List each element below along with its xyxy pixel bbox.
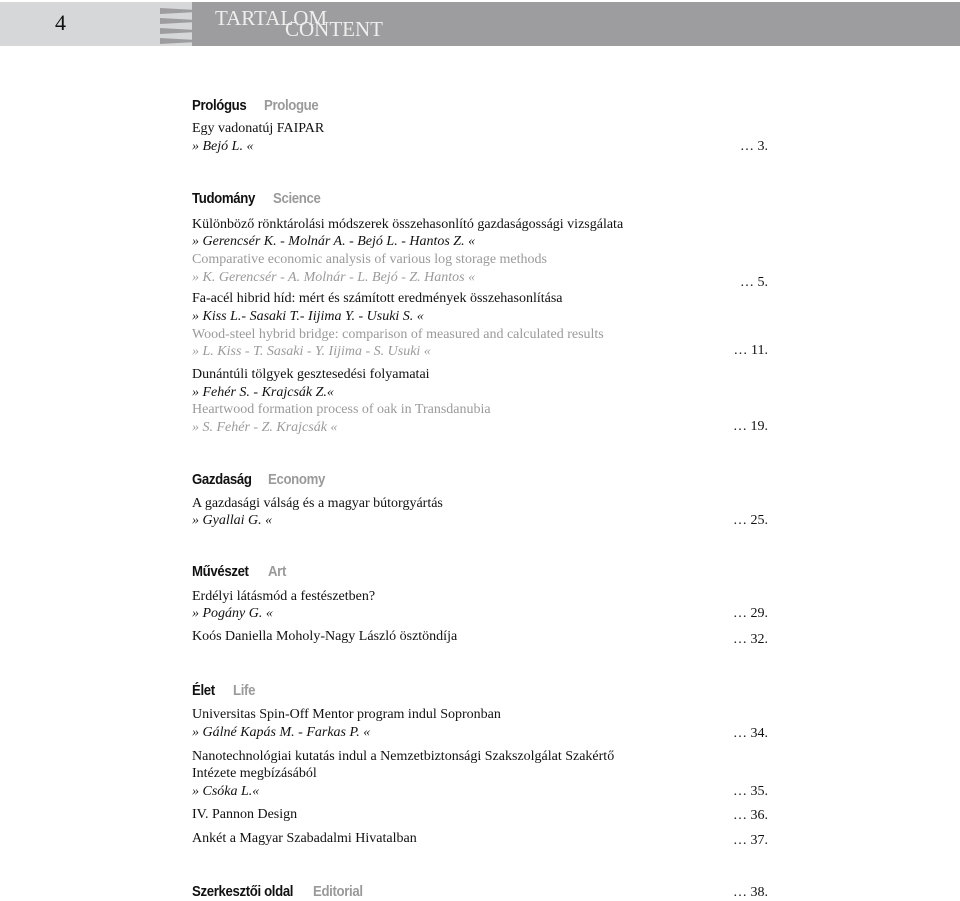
toc-page[interactable]: … 36. bbox=[733, 808, 768, 823]
section-heading-en: Economy bbox=[268, 471, 325, 488]
toc-page[interactable]: … 38. bbox=[733, 885, 768, 900]
toc-page[interactable]: … 32. bbox=[733, 632, 768, 647]
section-heading-en: Life bbox=[233, 682, 256, 699]
title-en: CONTENT bbox=[285, 17, 383, 41]
toc-authors: » Gerencsér K. - Molnár A. - Bejó L. - Hantos Z. « bbox=[192, 234, 476, 249]
toc-page[interactable]: … 29. bbox=[733, 606, 768, 621]
toc-title[interactable]: Dunántúli tölgyek gesztesedési folyamatai bbox=[192, 367, 430, 382]
toc-page[interactable]: … 3. bbox=[740, 139, 768, 154]
toc-authors: » Fehér S. - Krajcsák Z.« bbox=[192, 385, 334, 400]
toc-title[interactable]: Ankét a Magyar Szabadalmi Hivatalban bbox=[192, 831, 417, 846]
section-heading: Tudomány bbox=[192, 190, 255, 207]
section-heading-en: Art bbox=[268, 563, 287, 580]
toc-authors: » Pogány G. « bbox=[192, 606, 273, 621]
section-heading-en: Science bbox=[273, 190, 321, 207]
section-heading-en: Prologue bbox=[264, 97, 319, 114]
toc-title[interactable]: Koós Daniella Moholy-Nagy László ösztöndíja bbox=[192, 629, 458, 644]
toc-title[interactable]: Egy vadonatúj FAIPAR bbox=[192, 121, 325, 136]
section-heading: Szerkesztői oldal bbox=[192, 883, 294, 900]
toc-authors: » Gyallai G. « bbox=[192, 513, 273, 528]
toc-title-en[interactable]: Comparative economic analysis of various log storage methods bbox=[192, 252, 547, 267]
toc-page[interactable]: … 37. bbox=[733, 833, 768, 848]
toc-title[interactable]: Különböző rönktárolási módszerek összehasonlító gazdaságossági vizsgálata bbox=[192, 217, 624, 232]
toc-authors: » Csóka L.« bbox=[192, 784, 260, 799]
page-number: 4 bbox=[55, 10, 66, 35]
toc-authors: » Bejó L. « bbox=[192, 139, 254, 154]
toc-title-en[interactable]: Wood-steel hybrid bridge: comparison of measured and calculated results bbox=[192, 327, 604, 342]
toc-title[interactable]: Erdélyi látásmód a festészetben? bbox=[192, 589, 376, 604]
toc-authors-en: » K. Gerencsér - A. Molnár - L. Bejó - Z. Hantos « bbox=[192, 270, 476, 285]
title-hu: TARTALOM bbox=[215, 6, 328, 30]
toc-title-en[interactable]: Heartwood formation process of oak in Transdanubia bbox=[192, 402, 491, 417]
toc-page[interactable]: … 5. bbox=[740, 275, 768, 290]
section-heading: Élet bbox=[192, 682, 215, 699]
toc-authors: » Gálné Kapás M. - Farkas P. « bbox=[192, 725, 371, 740]
section-heading: Művészet bbox=[192, 563, 249, 580]
toc-authors-en: » S. Fehér - Z. Krajcsák « bbox=[192, 420, 338, 435]
toc-title[interactable]: IV. Pannon Design bbox=[192, 807, 298, 822]
toc-title[interactable]: A gazdasági válság és a magyar bútorgyártás bbox=[192, 496, 443, 511]
section-heading: Gazdaság bbox=[192, 471, 252, 488]
toc-title[interactable]: Universitas Spin-Off Mentor program indul Sopronban bbox=[192, 707, 501, 722]
toc-page[interactable]: … 19. bbox=[733, 419, 768, 434]
section-heading-en: Editorial bbox=[313, 883, 363, 900]
toc-page[interactable]: … 25. bbox=[733, 513, 768, 528]
toc-page[interactable]: … 34. bbox=[733, 726, 768, 741]
toc-title[interactable]: Fa-acél hibrid híd: mért és számított eredmények összehasonlítása bbox=[192, 291, 563, 306]
toc-authors-en: » L. Kiss - T. Sasaki - Y. Iijima - S. Usuki « bbox=[192, 344, 431, 359]
toc-page[interactable]: … 35. bbox=[733, 784, 768, 799]
toc-title[interactable]: Nanotechnológiai kutatás indul a Nemzetbiztonsági Szakszolgálat Szakértő bbox=[192, 749, 615, 764]
toc-title-cont[interactable]: Intézete megbízásából bbox=[192, 766, 317, 781]
section-heading: Prológus bbox=[192, 97, 247, 114]
toc-authors: » Kiss L.- Sasaki T.- Iijima Y. - Usuki S. « bbox=[192, 309, 424, 324]
toc-page[interactable]: … 11. bbox=[733, 343, 768, 358]
